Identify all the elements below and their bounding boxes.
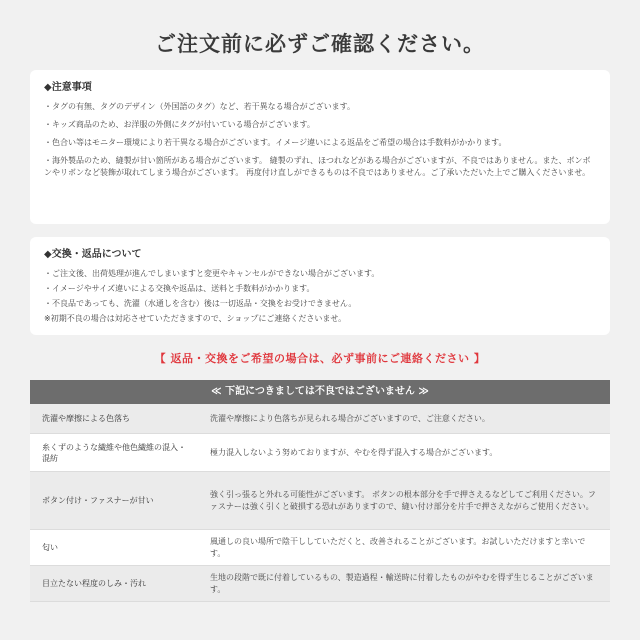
row-description: 風通しの良い場所で陰干ししていただくと、改善されることがございます。お試しいただけますと幸いです。	[210, 536, 586, 558]
table-row	[30, 530, 610, 566]
returns-line: ・イメージやサイズ違いによる交換や返品は、送料と手数料がかかります。	[44, 284, 315, 293]
returns-heading: ◆交換・返品について	[44, 249, 142, 260]
contact-note: 【 返品・交換をご希望の場合は、必ず事前にご連絡ください 】	[154, 352, 486, 365]
row-label: ボタン付け・ファスナーが甘い	[42, 496, 154, 505]
row-description: 強く引っ張ると外れる可能性がございます。 ボタンの根本部分を手で押さえるなどしてご利用ください。ファスナーは強く引くと破損する恐れがありますので、縫い付け部分を片手で押さえながらご使用ください。	[210, 489, 596, 511]
notice-line: ・色合い等はモニター環境により若干異なる場合がございます。イメージ違いによる返品をご希望の場合は手数料がかかります。	[44, 138, 507, 147]
page-title: ご注文前に必ずご確認ください。	[155, 32, 485, 56]
returns-line: ・不良品であっても、洗濯（水通しを含む）後は一切返品・交換をお受けできません。	[44, 299, 357, 308]
row-label: 洗濯や摩擦による色落ち	[42, 414, 130, 423]
table-row	[30, 566, 610, 602]
row-description: 生地の段階で既に付着しているもの、製造過程・輸送時に付着したものがやむを得ず生じることがございます。	[210, 572, 594, 594]
row-label: 糸くずのような繊維や他色繊維の混入・混紡	[42, 442, 186, 463]
table-row	[30, 472, 610, 530]
notice-card	[30, 70, 610, 224]
notice-line: ・タグの有無、タグのデザイン（外国語のタグ）など、若干異なる場合がございます。	[44, 102, 356, 111]
table-header: ≪ 下記につきましては不良ではございません ≫	[30, 380, 610, 404]
table-row	[30, 434, 610, 472]
notice-line: ・キッズ商品のため、お洋服の外側にタグが付いている場合がございます。	[44, 120, 315, 129]
row-label: 目立たない程度のしみ・汚れ	[42, 579, 146, 588]
table-row	[30, 404, 610, 434]
notice-heading: ◆注意事項	[44, 82, 92, 93]
returns-card	[30, 237, 610, 335]
returns-line: ※初期不良の場合は対応させていただきますので、ショップにご連絡くださいませ。	[44, 314, 347, 323]
not-defect-table	[30, 380, 610, 602]
notice-line: ・海外製品のため、縫製が甘い箇所がある場合がございます。 縫製のずれ、ほつれなどがある場合がございますが、不良ではありません。また、ボンボンやリボンなど装飾が取れてしまう場合がございます。 再度付け直しができるものは不良ではありません。ご了承いただいた上でご購入くださいませ。	[44, 156, 591, 177]
returns-line: ・ご注文後、出荷処理が進んでしまいますと変更やキャンセルができない場合がございます。	[44, 269, 380, 278]
row-description: 極力混入しないよう努めておりますが、やむを得ず混入する場合がございます。	[210, 447, 498, 457]
row-label: 匂い	[42, 543, 58, 552]
row-description: 洗濯や摩擦により色落ちが見られる場合がございますので、ご注意ください。	[210, 413, 490, 423]
